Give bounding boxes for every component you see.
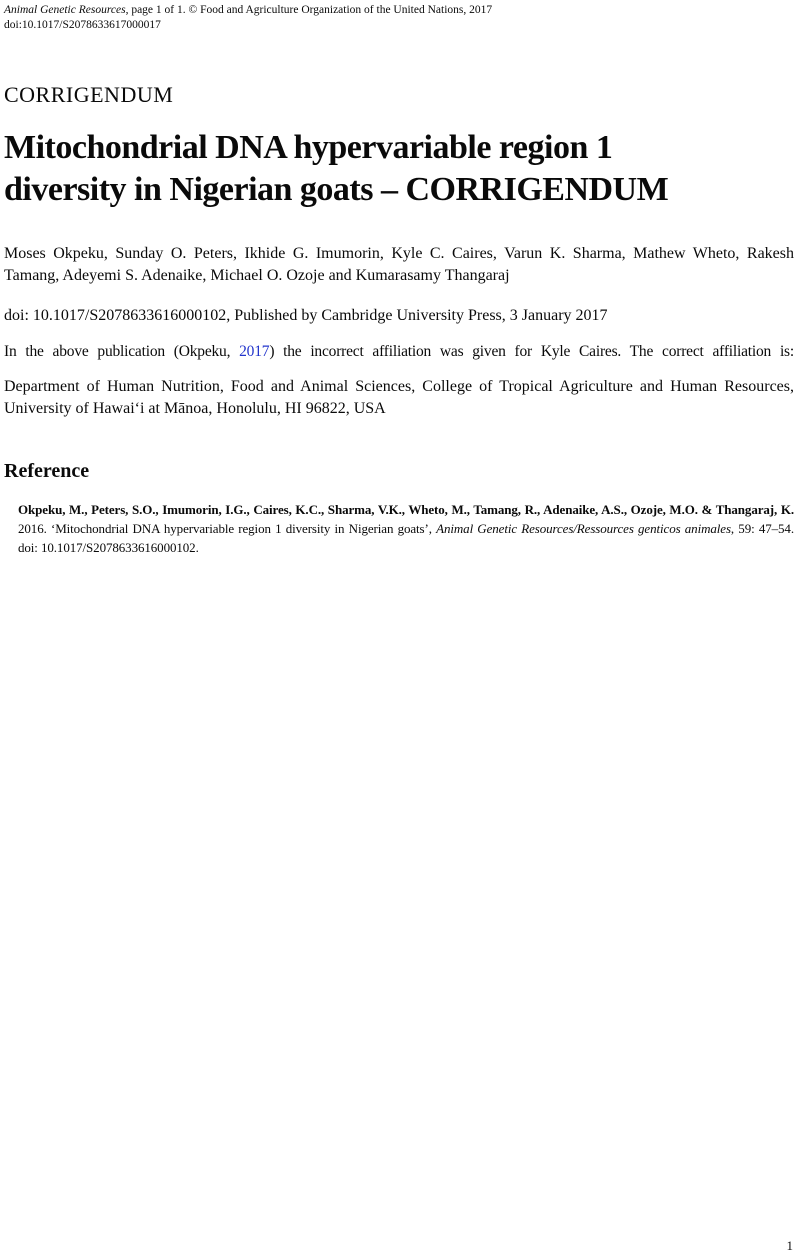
- reference-heading: Reference: [4, 460, 90, 482]
- article-doi: doi:10.1017/S2078633617000017: [4, 19, 161, 31]
- article-title-line1: Mitochondrial DNA hypervariable region 1: [4, 129, 613, 166]
- journal-header-line1-rest: , page 1 of 1. © Food and Agriculture Organization of the United Nations, 2017: [125, 4, 493, 16]
- reference-authors: Okpeku, M., Peters, S.O., Imumorin, I.G., Caires, K.C., Sharma, V.K., Wheto, M., Tamang, R., Adenaike, A.S., Ozoje, M.O. & Thangaraj, K.: [18, 502, 794, 517]
- journal-header: [4, 3, 794, 33]
- affiliation-text: Department of Human Nutrition, Food and Animal Sciences, College of Tropical Agriculture and Human Resources, University of Hawaiʻi at Mānoa, Honolulu, HI 96822, USA: [4, 378, 794, 417]
- journal-header-line1: [4, 3, 794, 18]
- reference-entry: [18, 500, 794, 557]
- correction-text-post: ) the incorrect affiliation was given for Kyle Caires. The correct affiliation is:: [269, 343, 794, 360]
- correction-text-pre: In the above publication (Okpeku,: [4, 343, 240, 360]
- correction-paragraph: [4, 341, 794, 363]
- publication-info: doi: 10.1017/S2078633616000102, Published by Cambridge University Press, 3 January 2017: [4, 307, 608, 324]
- journal-name: Animal Genetic Resources: [4, 4, 126, 16]
- article-title-line2: diversity in Nigerian goats – CORRIGENDUM: [4, 171, 669, 208]
- author-list: Moses Okpeku, Sunday O. Peters, Ikhide G. Imumorin, Kyle C. Caires, Varun K. Sharma, Mathew Wheto, Rakesh Tamang, Adeyemi S. Adenaike, Michael O. Ozoje and Kumarasamy Thangaraj: [4, 245, 794, 284]
- page-number: 1: [786, 1238, 793, 1253]
- section-label: CORRIGENDUM: [4, 82, 174, 107]
- reference-article-title: 2016. ‘Mitochondrial DNA hypervariable region 1 diversity in Nigerian goats’,: [18, 521, 437, 536]
- reference-journal-name: Animal Genetic Resources/Ressources genticos animales: [436, 521, 731, 536]
- reference-tail: , 59: 47–54. doi: 10.1017/S2078633616000102.: [18, 521, 794, 555]
- article-title: [4, 127, 794, 211]
- citation-link-2017[interactable]: 2017: [239, 343, 270, 360]
